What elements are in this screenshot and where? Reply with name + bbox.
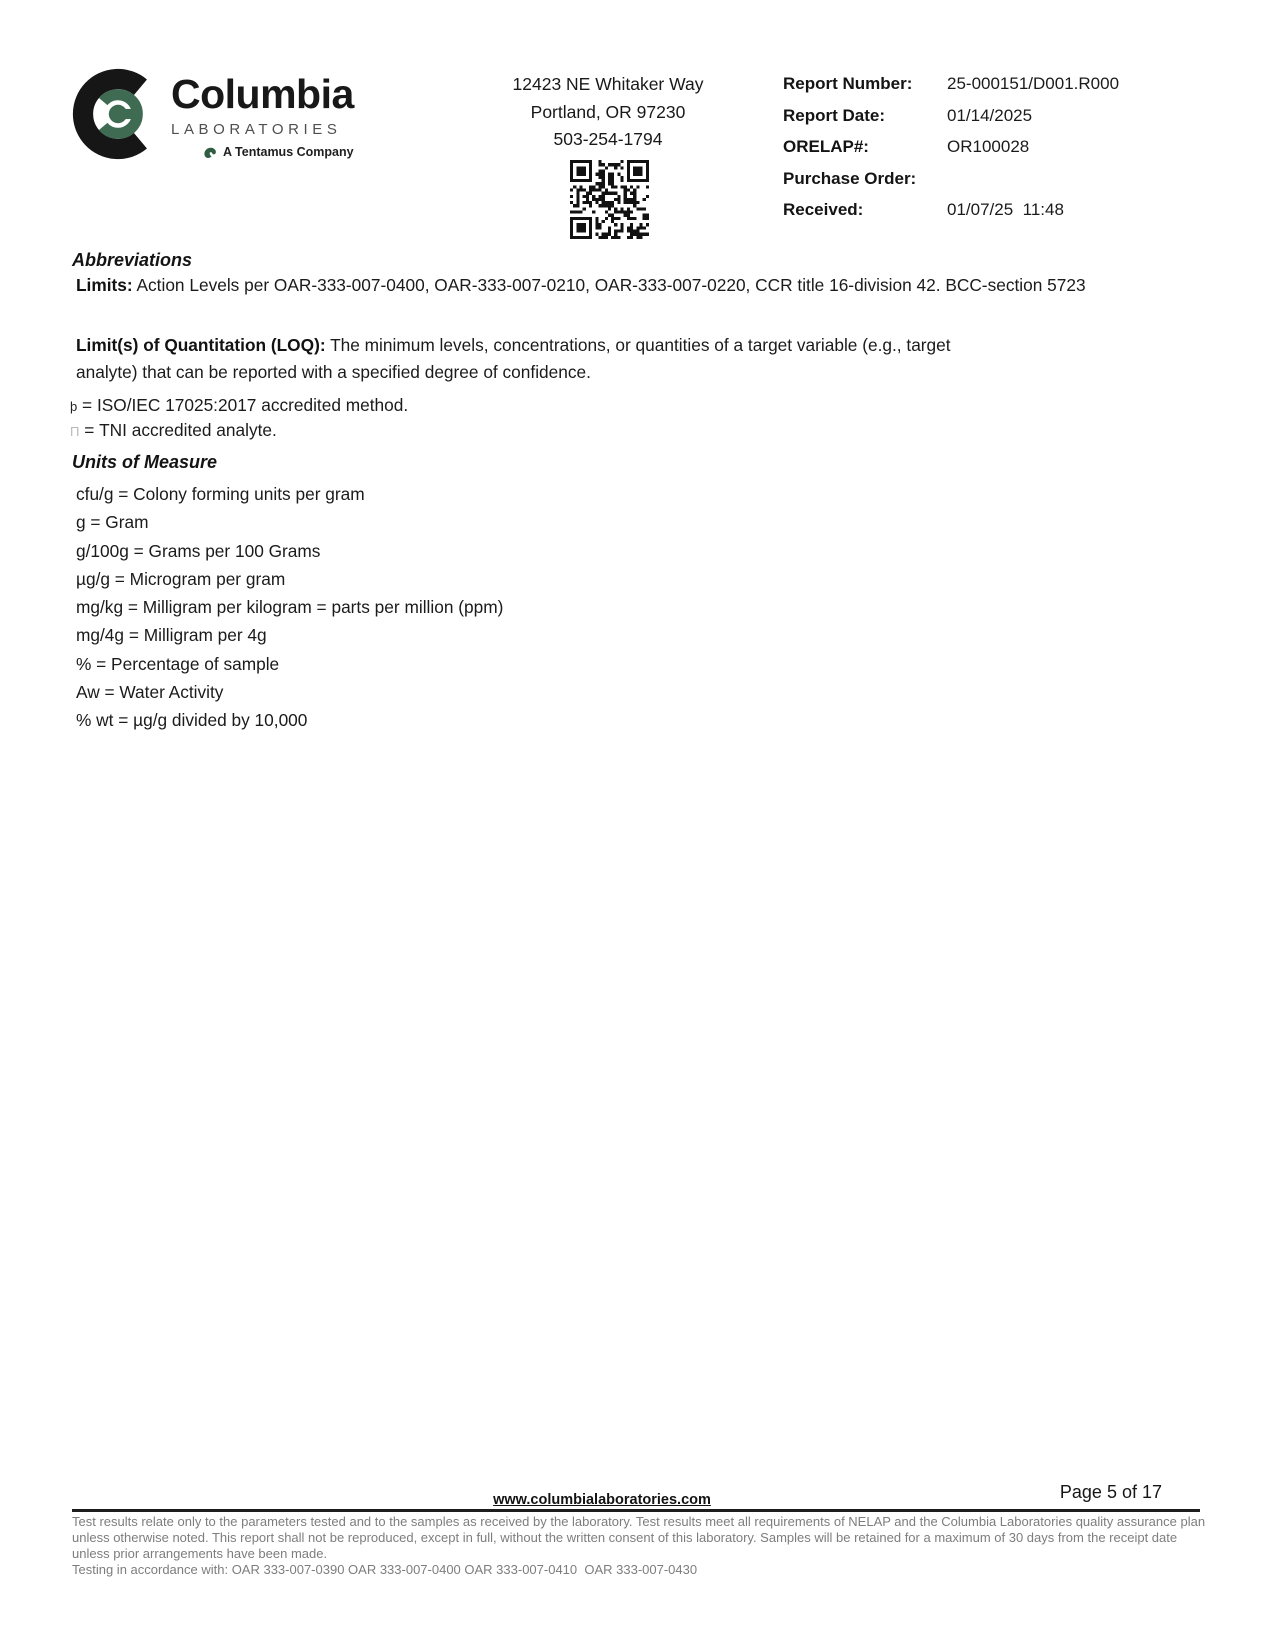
disclaimer-text: Test results relate only to the parameters tested and to the samples as received by the laboratory. Test results meet all requirements of NELAP and the Columbia Laboratories quality assurance plan unless otherwise noted. This report shall not be reproduced, except in full, without the written consent of this laboratory. Samples will be retained for a maximum of 30 days from the receipt date unless prior arrangements have been made.	[72, 1514, 1206, 1561]
abbreviations-heading: Abbreviations	[72, 250, 193, 270]
iso-accreditation-text: = ISO/IEC 17025:2017 accredited method.	[82, 395, 409, 415]
address-line-2: Portland, OR 97230	[530, 101, 686, 122]
loq-label: Limit(s) of Quantitation (LOQ):	[76, 335, 326, 355]
orelap-label: ORELAP#:	[783, 137, 869, 156]
unit-item: mg/4g = Milligram per 4g	[76, 625, 267, 646]
brand-subtitle: LABORATORIES	[171, 121, 342, 138]
limits-text: Action Levels per OAR-333-007-0400, OAR-333-007-0210, OAR-333-007-0220, CCR title 16-division 42. BCC-section 5723	[136, 275, 1086, 295]
footer-disclaimer	[72, 1514, 1214, 1578]
columbia-logo-icon	[72, 66, 164, 162]
report-number-label: Report Number:	[783, 74, 913, 93]
logo-text-block	[171, 66, 354, 162]
columbia-logo	[72, 66, 354, 162]
purchase-order-label: Purchase Order:	[783, 168, 917, 188]
brand-name: Columbia	[171, 71, 354, 117]
report-info-block	[783, 74, 1119, 232]
report-info-row	[783, 200, 1119, 220]
address-phone: 503-254-1794	[553, 129, 663, 149]
tni-accreditation-line	[70, 420, 277, 441]
tni-accreditation-symbol: Π	[70, 424, 80, 439]
unit-item: g = Gram	[76, 512, 149, 533]
loq-definition	[76, 332, 1014, 385]
unit-item: cfu/g = Colony forming units per gram	[76, 484, 365, 504]
limits-label: Limits:	[76, 275, 133, 295]
unit-item: mg/kg = Milligram per kilogram = parts per million (ppm)	[76, 597, 504, 618]
unit-item: % wt = µg/g divided by 10,000	[76, 710, 308, 731]
report-info-row	[783, 137, 1119, 157]
units-heading: Units of Measure	[72, 452, 218, 472]
orelap-value: OR100028	[947, 137, 1030, 156]
report-info-row	[783, 74, 1119, 94]
unit-item: % = Percentage of sample	[76, 653, 280, 674]
accordance-text: Testing in accordance with: OAR 333-007-0390 OAR 333-007-0400 OAR 333-007-0410 OAR 333-007-0430	[72, 1561, 698, 1577]
unit-item: µg/g = Microgram per gram	[76, 568, 286, 589]
iso-accreditation-line	[70, 395, 408, 416]
address-line-1: 12423 NE Whitaker Way	[512, 74, 704, 94]
report-info-row	[783, 169, 1119, 189]
loq-text: The minimum levels, concentrations, or quantities of a target variable (e.g., target analyte) that can be reported with a specified degree of confidence.	[76, 335, 951, 382]
lab-address-block	[458, 71, 758, 154]
qr-code	[570, 160, 649, 239]
received-value: 01/07/25 11:48	[947, 200, 1064, 219]
tentamus-label: A Tentamus Company	[223, 145, 354, 159]
tentamus-row	[203, 145, 354, 159]
unit-item: Aw = Water Activity	[76, 682, 224, 703]
limits-line	[76, 275, 1086, 296]
tentamus-icon	[203, 146, 218, 159]
report-date-label: Report Date:	[783, 105, 886, 125]
units-list	[76, 480, 503, 735]
page-number: Page 5 of 17	[1059, 1482, 1162, 1502]
tni-accreditation-text: = TNI accredited analyte.	[84, 420, 277, 440]
report-info-row	[783, 106, 1119, 126]
footer-divider	[72, 1509, 1200, 1512]
website-link: www.columbialaboratories.com	[493, 1492, 711, 1508]
unit-item: g/100g = Grams per 100 Grams	[76, 540, 321, 561]
iso-accreditation-symbol: þ	[70, 399, 78, 414]
report-date-value: 01/14/2025	[947, 105, 1033, 125]
report-number-value: 25-000151/D001.R000	[947, 74, 1120, 93]
received-label: Received:	[783, 200, 864, 219]
